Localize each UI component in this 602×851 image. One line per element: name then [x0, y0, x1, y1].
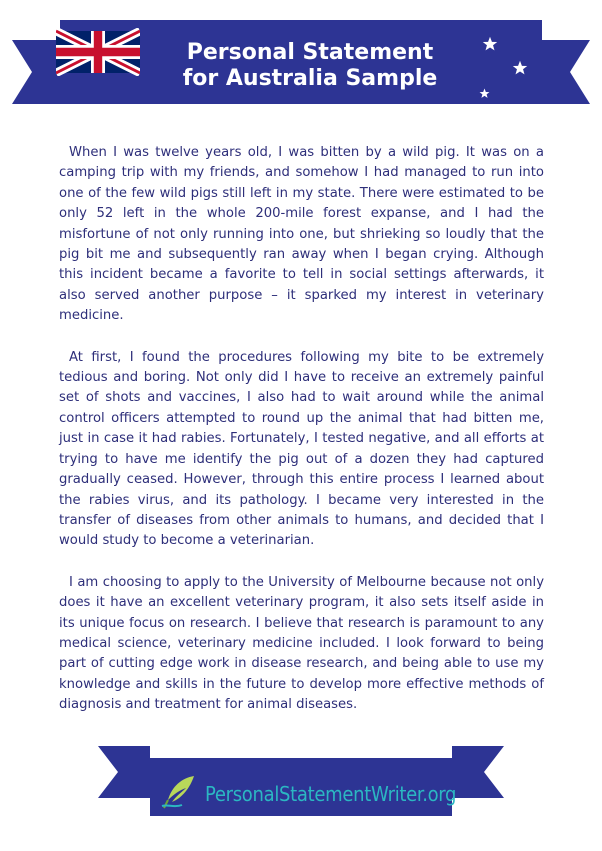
- star-icon: [512, 60, 528, 76]
- star-icon: [479, 88, 490, 99]
- logo-suffix: .org: [422, 782, 457, 806]
- logo-name: PersonalStatementWriter: [205, 782, 423, 806]
- footer-ribbon: [0, 740, 602, 820]
- site-logo-text: [205, 782, 465, 806]
- quill-icon: [160, 774, 200, 810]
- page-title: [150, 40, 470, 92]
- statement-body: [59, 143, 544, 737]
- union-jack-flag-icon: [56, 28, 140, 76]
- title-line-1: Personal Statement: [186, 40, 434, 65]
- paragraph-1: When I was twelve years old, I was bitten by a wild pig. It was on a camping trip with my friends, and somehow I had managed to run into one of the few wild pigs still left in my state. There were estimated to be only 52 left in the whole 200-mile forest expanse, and I had the misfortune of not only running into one, but shrieking so loudly that the pig bit me and subsequently ran away when I began crying. Although this incident became a favorite to tell in social settings afterwards, it also served another purpose – it sparked my interest in veterinary medicine.: [59, 145, 544, 324]
- paragraph-2: At first, I found the procedures following my bite to be extremely tedious and boring. Not only did I have to receive an extremely painful set of shots and vaccines, I also had to wait around while the animal control officers attempted to round up the animal that had bitten me, just in case it had rabies. Fortunately, I tested negative, and all efforts at trying to have me identify the pig out of a dozen they had captured gradually ceased. However, through this entire process I learned about the rabies virus, and its pathology. I became very interested in the transfer of diseases from other animals to humans, and decided that I would study to become a veterinarian.: [59, 349, 544, 549]
- star-icon: [482, 36, 498, 52]
- title-line-2: for Australia Sample: [182, 66, 438, 91]
- paragraph-3: I am choosing to apply to the University of Melbourne because not only does it have an excellent veterinary program, it also sets itself aside in its unique focus on research. I believe that research is paramount to any medical science, veterinary medicine included. I look forward to being part of cutting edge work in disease research, and being able to use my knowledge and skills in the future to develop more effective methods of diagnosis and treatment for animal diseases.: [59, 574, 544, 713]
